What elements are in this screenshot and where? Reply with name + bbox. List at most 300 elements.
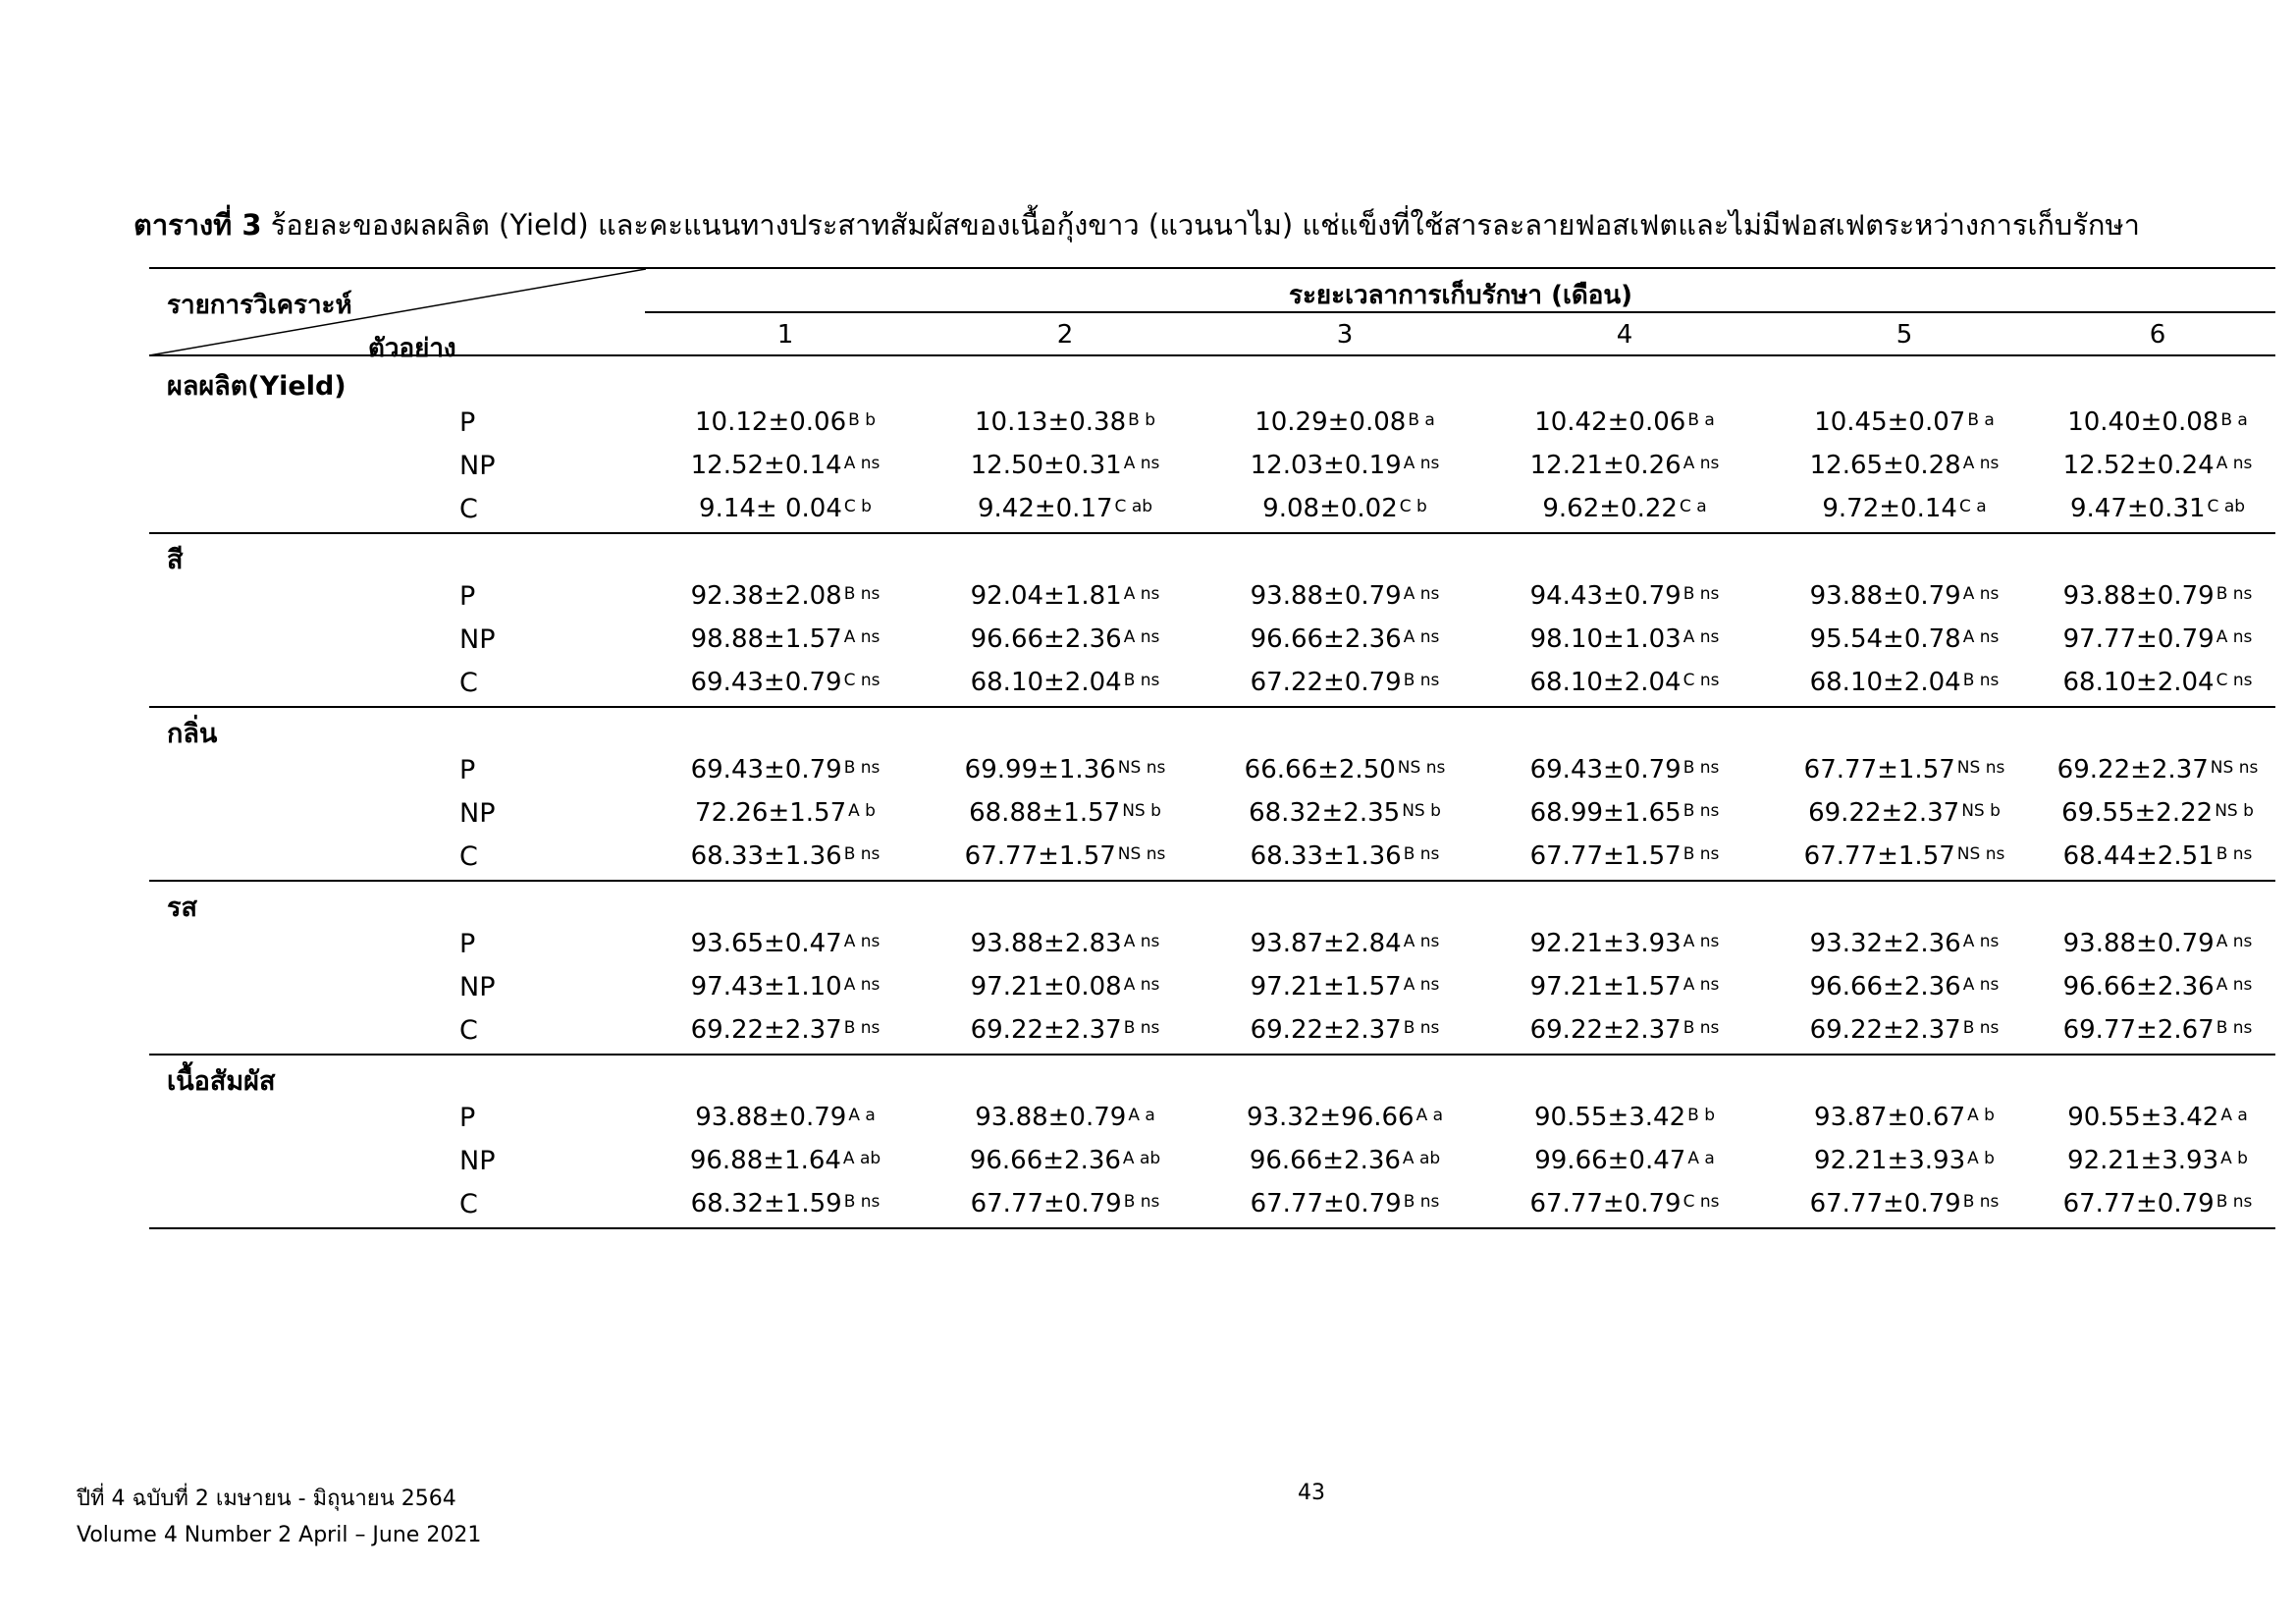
cell-value: 72.26±1.57	[695, 798, 847, 828]
cell-value: 97.21±0.08	[970, 972, 1122, 1001]
cell-value: 93.88±0.79	[975, 1103, 1127, 1132]
table-cell	[691, 755, 881, 785]
table-cell	[1810, 668, 2000, 697]
month-header-3: 3	[1336, 320, 1354, 350]
table-cell	[1529, 668, 1719, 697]
cell-significance: B ns	[2216, 584, 2253, 604]
cell-significance: A ns	[1962, 454, 2000, 473]
cell-value: 9.14± 0.04	[699, 494, 842, 523]
table-cell	[1810, 1189, 2000, 1218]
cell-significance: A ns	[1123, 975, 1160, 995]
cell-significance: C ns	[1682, 1192, 1720, 1212]
cell-significance: B ns	[843, 1018, 881, 1038]
table-cell	[1251, 581, 1440, 611]
table-caption	[133, 202, 2140, 247]
cell-significance: A ns	[843, 932, 881, 951]
cell-value: 67.77±1.57	[1803, 841, 1955, 871]
cell-value: 93.88±0.79	[1809, 581, 1961, 611]
caption-label: ตารางที่ 3	[133, 208, 262, 242]
table-cell	[1810, 624, 2000, 654]
cell-value: 92.38±2.08	[690, 581, 842, 611]
table-cell	[2063, 581, 2253, 611]
table-cell	[1822, 494, 1986, 523]
cell-value: 68.88±1.57	[969, 798, 1121, 828]
cell-value: 97.43±1.10	[690, 972, 842, 1001]
cell-value: 10.42±0.06	[1534, 407, 1686, 437]
cell-value: 93.32±96.66	[1246, 1103, 1415, 1132]
cell-value: 96.88±1.64	[689, 1146, 841, 1175]
sample-label: C	[459, 668, 478, 698]
cell-significance: B ns	[1403, 1192, 1440, 1212]
table-cell	[1251, 668, 1440, 697]
month-header-5: 5	[1896, 320, 1913, 350]
cell-significance: C ab	[1114, 497, 1153, 516]
table-cell	[971, 581, 1160, 611]
cell-value: 10.40±0.08	[2067, 407, 2219, 437]
cell-value: 97.21±1.57	[1529, 972, 1682, 1001]
cell-significance: A ab	[1402, 1149, 1441, 1168]
table-cell	[1810, 451, 2000, 480]
cell-value: 93.87±0.67	[1814, 1103, 1966, 1132]
cell-significance: A ns	[1682, 454, 1720, 473]
table-cell	[1530, 798, 1720, 828]
table-cell	[1530, 972, 1720, 1001]
cell-value: 10.12±0.06	[695, 407, 847, 437]
cell-significance: B b	[1687, 1106, 1715, 1125]
table-cell	[965, 755, 1166, 785]
cell-value: 67.77±0.79	[1250, 1189, 1402, 1218]
cell-significance: A ns	[2216, 975, 2253, 995]
cell-significance: NS b	[1122, 801, 1161, 821]
cell-value: 67.77±0.79	[970, 1189, 1122, 1218]
table-cell	[970, 1146, 1160, 1175]
cell-value: 92.21±3.93	[1529, 929, 1682, 958]
cell-significance: A b	[2220, 1149, 2248, 1168]
table-cell	[691, 929, 881, 958]
footer-issue-thai: ปีที่ 4 ฉบับที่ 2 เมษายน - มิถุนายน 2564	[77, 1487, 456, 1511]
cell-significance: C b	[843, 497, 872, 516]
storage-period-header: ระยะเวลาการเก็บรักษา (เดือน)	[1288, 281, 1633, 310]
cell-value: 9.62±0.22	[1542, 494, 1678, 523]
cell-significance: B ns	[1962, 1192, 2000, 1212]
cell-significance: NS b	[1402, 801, 1441, 821]
table-cell	[971, 668, 1160, 697]
cell-significance: B ns	[1403, 671, 1440, 690]
table-cell	[1814, 1146, 1995, 1175]
cell-value: 9.08±0.02	[1262, 494, 1398, 523]
table-cell	[971, 624, 1160, 654]
cell-significance: B ns	[843, 844, 881, 864]
cell-value: 69.22±2.37	[2056, 755, 2209, 785]
table-cell	[691, 841, 881, 871]
table-cell	[691, 972, 881, 1001]
cell-value: 97.77±0.79	[2062, 624, 2215, 654]
cell-significance: A ab	[842, 1149, 881, 1168]
table-cell	[969, 798, 1161, 828]
cell-significance: A ns	[1962, 627, 2000, 647]
table-cell	[2067, 1103, 2248, 1132]
table-cell	[2063, 929, 2253, 958]
cell-value: 93.87±2.84	[1250, 929, 1402, 958]
cell-significance: B a	[1967, 410, 1995, 430]
cell-value: 12.65±0.28	[1809, 451, 1961, 480]
cell-significance: B a	[1687, 410, 1715, 430]
cell-significance: A b	[848, 801, 876, 821]
table-cell	[1534, 407, 1715, 437]
table-cell	[695, 1103, 876, 1132]
cell-value: 12.21±0.26	[1529, 451, 1682, 480]
cell-value: 9.72±0.14	[1822, 494, 1957, 523]
cell-significance: A a	[1687, 1149, 1715, 1168]
table-cell	[1251, 451, 1440, 480]
cell-significance: A ns	[1123, 627, 1160, 647]
cell-significance: A ns	[1123, 584, 1160, 604]
table-cell	[690, 668, 880, 697]
cell-significance: A ns	[1962, 584, 2000, 604]
cell-significance: NS ns	[1956, 844, 2005, 864]
cell-value: 67.77±1.57	[1803, 755, 1955, 785]
sample-label: NP	[459, 451, 496, 481]
cell-value: 96.66±2.36	[970, 624, 1122, 654]
table-cell	[2070, 494, 2245, 523]
cell-value: 12.52±0.24	[2062, 451, 2215, 480]
cell-significance: B ns	[843, 584, 881, 604]
cell-significance: A b	[1967, 1149, 1995, 1168]
cell-significance: C ab	[2207, 497, 2246, 516]
cell-significance: A ns	[1403, 454, 1440, 473]
cell-value: 96.66±2.36	[1809, 972, 1961, 1001]
cell-value: 96.66±2.36	[1250, 624, 1402, 654]
cell-value: 93.32±2.36	[1809, 929, 1961, 958]
table-cell	[1530, 624, 1720, 654]
footer-issue-english: Volume 4 Number 2 April – June 2021	[77, 1523, 482, 1547]
cell-value: 93.88±0.79	[695, 1103, 847, 1132]
table-cell	[1814, 1103, 1995, 1132]
cell-significance: A ns	[2216, 627, 2253, 647]
table-cell	[1542, 494, 1706, 523]
table-cell	[1534, 1146, 1715, 1175]
table-cell	[1814, 407, 1995, 437]
cell-significance: B ns	[1123, 1192, 1160, 1212]
table-cell	[2057, 755, 2259, 785]
section-label: รส	[167, 893, 197, 923]
cell-value: 67.77±0.79	[2062, 1189, 2215, 1218]
table-cell	[971, 451, 1160, 480]
page-number: 43	[1298, 1481, 1325, 1505]
section-label: กลิ่น	[167, 719, 218, 749]
table-cell	[691, 1189, 881, 1218]
cell-value: 93.88±2.83	[970, 929, 1122, 958]
cell-value: 69.43±0.79	[690, 668, 842, 697]
table-cell	[1251, 841, 1440, 871]
cell-significance: A ns	[1403, 975, 1440, 995]
cell-significance: A a	[848, 1106, 876, 1125]
table-cell	[2063, 451, 2253, 480]
cell-significance: A ns	[1962, 932, 2000, 951]
table-cell	[1247, 1103, 1443, 1132]
table-cell	[1251, 1189, 1440, 1218]
cell-value: 90.55±3.42	[2067, 1103, 2219, 1132]
table-cell	[691, 624, 881, 654]
table-cell	[1808, 798, 2001, 828]
cell-value: 69.22±2.37	[1809, 1015, 1961, 1045]
cell-value: 12.52±0.14	[690, 451, 842, 480]
table-cell	[1804, 841, 2005, 871]
cell-significance: B ns	[843, 1192, 881, 1212]
cell-significance: A ns	[1682, 932, 1720, 951]
cell-value: 69.43±0.79	[690, 755, 842, 785]
cell-value: 68.44±2.51	[2062, 841, 2215, 871]
cell-significance: B ns	[1123, 1018, 1160, 1038]
cell-significance: A ns	[843, 975, 881, 995]
table-cell	[1530, 929, 1720, 958]
table-cell	[1530, 451, 1720, 480]
table-cell	[1810, 581, 2000, 611]
cell-value: 68.10±2.04	[1809, 668, 1961, 697]
table-cell	[975, 407, 1155, 437]
cell-significance: A ns	[1403, 627, 1440, 647]
cell-value: 69.99±1.36	[964, 755, 1116, 785]
table-cell	[691, 1015, 881, 1045]
cell-value: 97.21±1.57	[1250, 972, 1402, 1001]
cell-significance: NS ns	[1956, 758, 2005, 778]
cell-value: 9.47±0.31	[2069, 494, 2206, 523]
cell-significance: C a	[1679, 497, 1707, 516]
cell-value: 96.66±2.36	[969, 1146, 1121, 1175]
table-cell	[1529, 1189, 1719, 1218]
cell-value: 92.04±1.81	[970, 581, 1122, 611]
section-bottom-rule	[149, 1054, 2275, 1056]
cell-significance: A ns	[1682, 975, 1720, 995]
table-cell	[691, 451, 881, 480]
table-cell	[1530, 755, 1720, 785]
sample-label: P	[459, 1103, 476, 1133]
table-cell	[690, 1146, 881, 1175]
table-cell	[2062, 668, 2252, 697]
cell-significance: A ns	[2216, 932, 2253, 951]
cell-value: 67.77±0.79	[1529, 1189, 1682, 1218]
table-cell	[2063, 624, 2253, 654]
cell-value: 9.42±0.17	[977, 494, 1113, 523]
cell-significance: A ns	[1123, 932, 1160, 951]
cell-value: 68.99±1.65	[1529, 798, 1682, 828]
month-header-4: 4	[1616, 320, 1633, 350]
sample-label: C	[459, 841, 478, 872]
cell-value: 68.32±1.59	[690, 1189, 842, 1218]
cell-significance: NS b	[2215, 801, 2254, 821]
cell-value: 96.66±2.36	[2062, 972, 2215, 1001]
cell-significance: B a	[1408, 410, 1435, 430]
cell-value: 99.66±0.47	[1534, 1146, 1686, 1175]
section-bottom-rule	[149, 706, 2275, 708]
cell-value: 10.45±0.07	[1814, 407, 1966, 437]
table-cell	[1251, 972, 1440, 1001]
cell-significance: NS b	[1961, 801, 2001, 821]
cell-significance: B ns	[1403, 1018, 1440, 1038]
table-cell	[1251, 624, 1440, 654]
cell-value: 95.54±0.78	[1809, 624, 1961, 654]
cell-value: 68.10±2.04	[970, 668, 1122, 697]
cell-value: 12.03±0.19	[1250, 451, 1402, 480]
cell-significance: A ns	[1403, 932, 1440, 951]
table-cell	[691, 581, 881, 611]
cell-significance: B ns	[2216, 1192, 2253, 1212]
table-cell	[971, 1015, 1160, 1045]
cell-value: 10.13±0.38	[975, 407, 1127, 437]
table-cell	[2063, 841, 2253, 871]
table-cell	[1804, 755, 2005, 785]
cell-significance: B ns	[1682, 758, 1720, 778]
cell-significance: A ab	[1122, 1149, 1161, 1168]
table-cell	[971, 1189, 1160, 1218]
caption-text: ร้อยละของผลผลิต (Yield) และคะแนนทางประสาทสัมผัสของเนื้อกุ้งขาว (แวนนาไม) แช่แข็งที่ใช้สารละลายฟอสเฟตและไม่มีฟอสเฟตระหว่างการเก็บรักษา	[270, 208, 2140, 242]
cell-significance: C a	[1958, 497, 1987, 516]
cell-significance: C ns	[2216, 671, 2253, 690]
cell-significance: B ns	[843, 758, 881, 778]
cell-value: 98.10±1.03	[1529, 624, 1682, 654]
cell-value: 67.77±1.57	[964, 841, 1116, 871]
cell-value: 93.65±0.47	[690, 929, 842, 958]
table-cell	[2067, 1146, 2248, 1175]
cell-value: 93.88±0.79	[2062, 581, 2215, 611]
cell-value: 93.88±0.79	[2062, 929, 2215, 958]
cell-significance: B ns	[1962, 671, 2000, 690]
cell-value: 93.88±0.79	[1250, 581, 1402, 611]
cell-significance: B ns	[1682, 1018, 1720, 1038]
cell-significance: C ns	[843, 671, 881, 690]
table-cell	[695, 407, 876, 437]
sample-label: NP	[459, 1146, 496, 1176]
section-bottom-rule	[149, 880, 2275, 882]
table-cell	[1530, 841, 1720, 871]
table-cell	[2061, 798, 2254, 828]
table-cell	[1251, 929, 1440, 958]
cell-significance: B ns	[1962, 1018, 2000, 1038]
cell-value: 92.21±3.93	[1814, 1146, 1966, 1175]
cell-value: 69.77±2.67	[2062, 1015, 2215, 1045]
cell-value: 69.55±2.22	[2061, 798, 2214, 828]
cell-significance: C ns	[1682, 671, 1720, 690]
cell-significance: A ns	[1403, 584, 1440, 604]
table-cell	[1255, 407, 1435, 437]
cell-significance: A ns	[843, 454, 881, 473]
cell-value: 67.22±0.79	[1250, 668, 1402, 697]
table-cell	[1810, 972, 2000, 1001]
table-cell	[1810, 929, 2000, 958]
cell-value: 69.22±2.37	[1529, 1015, 1682, 1045]
cell-significance: B b	[1128, 410, 1155, 430]
section-label: สี	[167, 545, 184, 575]
cell-value: 68.10±2.04	[1529, 668, 1682, 697]
table-cell	[1251, 1015, 1440, 1045]
cell-significance: A ns	[2216, 454, 2253, 473]
cell-significance: A b	[1967, 1106, 1995, 1125]
table-cell	[971, 972, 1160, 1001]
cell-value: 66.66±2.50	[1244, 755, 1396, 785]
corner-label-sample: ตัวอย่าง	[368, 334, 456, 363]
table-cell	[1245, 755, 1446, 785]
table-cell	[2063, 1015, 2253, 1045]
sample-label: NP	[459, 972, 496, 1002]
table-cell	[2063, 1189, 2253, 1218]
table-cell	[1530, 1015, 1720, 1045]
cell-significance: B ns	[2216, 1018, 2253, 1038]
cell-value: 94.43±0.79	[1529, 581, 1682, 611]
table-cell	[699, 494, 872, 523]
table-cell	[971, 929, 1160, 958]
cell-value: 98.88±1.57	[690, 624, 842, 654]
cell-value: 68.33±1.36	[690, 841, 842, 871]
cell-value: 12.50±0.31	[970, 451, 1122, 480]
cell-significance: A a	[1415, 1106, 1444, 1125]
table-cell	[965, 841, 1166, 871]
sample-label: C	[459, 1015, 478, 1046]
sample-label: C	[459, 1189, 478, 1219]
cell-value: 68.32±2.35	[1249, 798, 1401, 828]
cell-value: 96.66±2.36	[1249, 1146, 1401, 1175]
cell-significance: B ns	[1682, 801, 1720, 821]
month-header-6: 6	[2149, 320, 2166, 350]
table-cell	[1810, 1015, 2000, 1045]
cell-value: 10.29±0.08	[1255, 407, 1407, 437]
cell-value: 69.22±2.37	[690, 1015, 842, 1045]
cell-value: 67.77±0.79	[1809, 1189, 1961, 1218]
section-bottom-rule	[149, 1227, 2275, 1229]
cell-value: 69.22±2.37	[1250, 1015, 1402, 1045]
cell-significance: NS ns	[1397, 758, 1446, 778]
section-label: เนื้อสัมผัส	[167, 1066, 276, 1097]
cell-significance: C b	[1399, 497, 1427, 516]
cell-significance: B a	[2220, 410, 2248, 430]
table-cell	[2067, 407, 2248, 437]
cell-value: 67.77±1.57	[1529, 841, 1682, 871]
corner-label-analysis: รายการวิเคราะห์	[167, 291, 352, 320]
month-header-2: 2	[1056, 320, 1074, 350]
sample-label: P	[459, 929, 476, 959]
sample-label: P	[459, 407, 476, 438]
cell-value: 68.10±2.04	[2062, 668, 2215, 697]
cell-significance: B ns	[1682, 584, 1720, 604]
sample-label: P	[459, 581, 476, 612]
cell-value: 90.55±3.42	[1534, 1103, 1686, 1132]
cell-value: 68.33±1.36	[1250, 841, 1402, 871]
table-cell	[1249, 798, 1441, 828]
cell-significance: A a	[2220, 1106, 2248, 1125]
cell-significance: A ns	[1682, 627, 1720, 647]
section-label: ผลผลิต(Yield)	[167, 371, 347, 402]
cell-value: 69.22±2.37	[1808, 798, 1960, 828]
cell-significance: NS ns	[1117, 844, 1166, 864]
table-cell	[1534, 1103, 1715, 1132]
cell-significance: A ns	[1123, 454, 1160, 473]
cell-significance: A a	[1128, 1106, 1155, 1125]
table-cell	[2063, 972, 2253, 1001]
cell-significance: A ns	[843, 627, 881, 647]
sample-label: NP	[459, 798, 496, 829]
cell-significance: B ns	[2216, 844, 2253, 864]
table-cell	[975, 1103, 1155, 1132]
table-cell	[978, 494, 1152, 523]
table-cell	[1262, 494, 1427, 523]
cell-significance: A ns	[1962, 975, 2000, 995]
cell-significance: B ns	[1403, 844, 1440, 864]
cell-significance: NS ns	[2210, 758, 2259, 778]
sample-label: NP	[459, 624, 496, 655]
cell-significance: B b	[848, 410, 876, 430]
table-cell	[695, 798, 876, 828]
cell-value: 69.43±0.79	[1529, 755, 1682, 785]
section-bottom-rule	[149, 532, 2275, 534]
